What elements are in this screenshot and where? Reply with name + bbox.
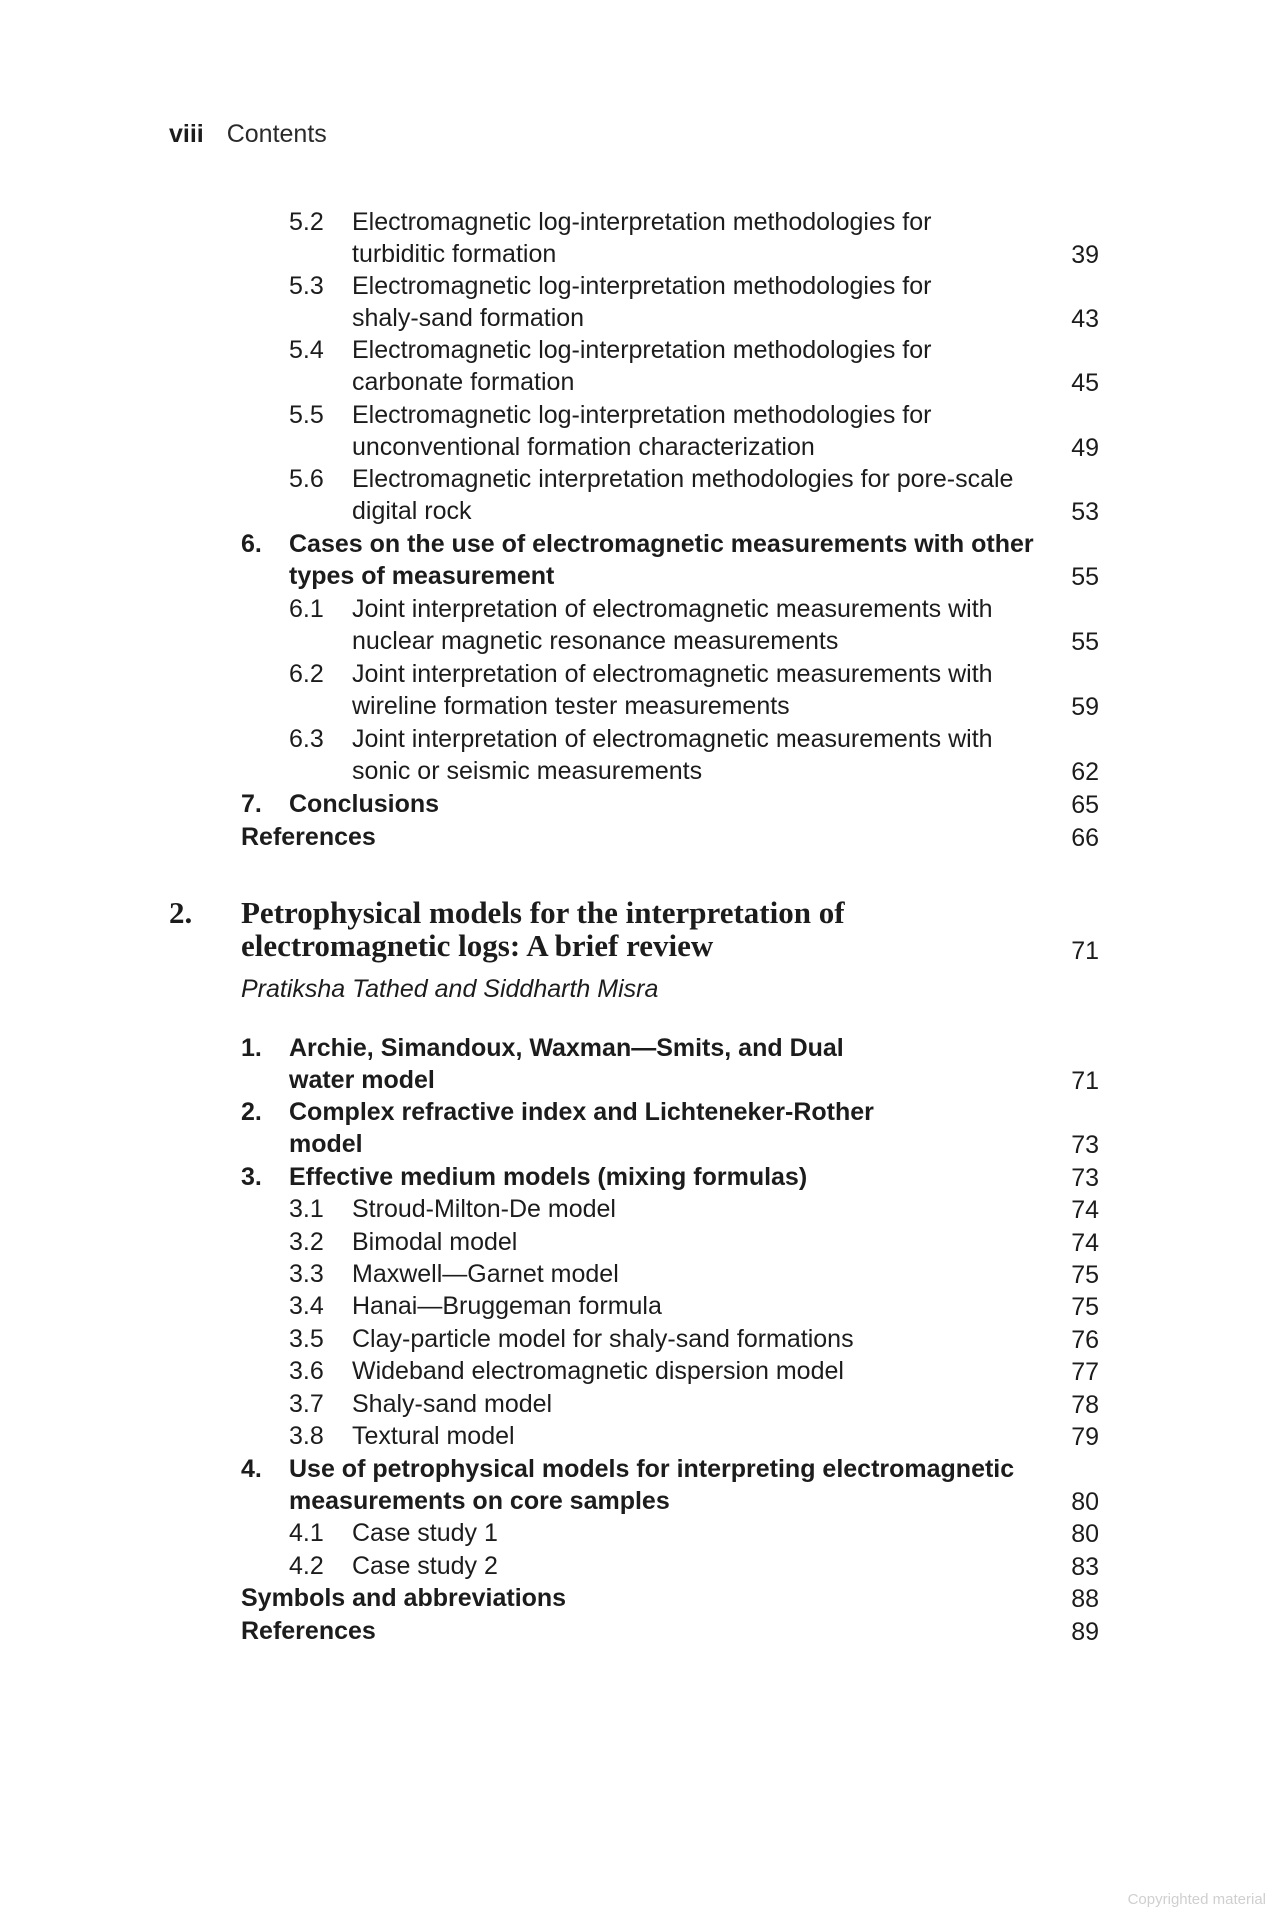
toc-page-number: 59 bbox=[1071, 692, 1099, 721]
toc-page-number: 39 bbox=[1071, 240, 1099, 269]
toc-entry-6-1[interactable] bbox=[289, 593, 1099, 658]
toc-page-number: 83 bbox=[1071, 1552, 1099, 1581]
toc-section-number: 3.4 bbox=[289, 1292, 324, 1320]
toc-section-title: Joint interpretation of electromagnetic measurements with wireline formation tester measurements bbox=[352, 660, 993, 721]
toc-entry-5-2[interactable] bbox=[289, 206, 1099, 271]
toc-page-number: 74 bbox=[1071, 1195, 1099, 1224]
toc-entry-symbols-and-abbreviations[interactable] bbox=[241, 1582, 1099, 1615]
toc-entry-3-1[interactable] bbox=[289, 1193, 1099, 1226]
toc-section-number: 7. bbox=[241, 790, 262, 818]
toc-entry-4-1[interactable] bbox=[289, 1517, 1099, 1550]
toc-entry-5-6[interactable] bbox=[289, 463, 1099, 528]
toc-entry-3[interactable] bbox=[241, 1161, 1099, 1194]
toc-section-title: Conclusions bbox=[289, 790, 440, 818]
toc-section-title: Electromagnetic log-interpretation methodologies for carbonate formation bbox=[352, 336, 932, 397]
toc-entry-3-7[interactable] bbox=[289, 1388, 1099, 1421]
toc-page-number: 88 bbox=[1071, 1584, 1099, 1613]
toc-page-number: 62 bbox=[1071, 757, 1099, 786]
toc-section-number: 5.6 bbox=[289, 465, 324, 493]
toc-section-number: 3.1 bbox=[289, 1195, 324, 1223]
toc-section-title: Effective medium models (mixing formulas) bbox=[289, 1163, 808, 1191]
toc-section-number: 6. bbox=[241, 530, 262, 558]
toc-section-number: 1. bbox=[241, 1034, 262, 1062]
toc-entry-1[interactable] bbox=[241, 1032, 1099, 1097]
toc-page-number: 80 bbox=[1071, 1487, 1099, 1516]
toc-section-title: Symbols and abbreviations bbox=[241, 1584, 567, 1612]
toc-page-number: 55 bbox=[1071, 627, 1099, 656]
toc-section-title: Electromagnetic log-interpretation methodologies for turbiditic formation bbox=[352, 208, 932, 269]
toc-page-number: 71 bbox=[1071, 1066, 1099, 1095]
toc-section-title: Complex refractive index and Lichteneker-Rother model bbox=[289, 1098, 874, 1159]
toc-entry-2[interactable] bbox=[241, 1096, 1099, 1161]
toc-section-title: Joint interpretation of electromagnetic measurements with nuclear magnetic resonance measurements bbox=[352, 595, 993, 656]
chapter-number: 2. bbox=[169, 895, 193, 930]
toc-entry-3-4[interactable] bbox=[289, 1290, 1099, 1323]
toc-entry-4-2[interactable] bbox=[289, 1550, 1099, 1583]
toc-section-title: Shaly-sand model bbox=[352, 1390, 553, 1418]
toc-entry-6[interactable] bbox=[241, 528, 1099, 593]
toc-page-number: 80 bbox=[1071, 1519, 1099, 1548]
toc-page-number: 66 bbox=[1071, 823, 1099, 852]
toc-section-number: 6.3 bbox=[289, 725, 324, 753]
chapter-title: Petrophysical models for the interpretation of electromagnetic logs: A brief review bbox=[241, 895, 845, 963]
chapter-authors: Pratiksha Tathed and Siddharth Misra bbox=[241, 975, 659, 1003]
toc-section-title: Electromagnetic interpretation methodologies for pore-scale digital rock bbox=[352, 465, 1014, 526]
toc-page-number: 74 bbox=[1071, 1228, 1099, 1257]
toc-page-number: 78 bbox=[1071, 1390, 1099, 1419]
toc-section-number: 5.3 bbox=[289, 272, 324, 300]
toc-section-number: 6.1 bbox=[289, 595, 324, 623]
toc-section-number: 3.8 bbox=[289, 1422, 324, 1450]
toc-page-number: 43 bbox=[1071, 304, 1099, 333]
toc-page-number: 45 bbox=[1071, 368, 1099, 397]
toc-section-number: 4.1 bbox=[289, 1519, 324, 1547]
toc-entry-4[interactable] bbox=[241, 1453, 1099, 1518]
toc-section-title: Archie, Simandoux, Waxman—Smits, and Dual water model bbox=[289, 1034, 844, 1095]
toc-page-number: 89 bbox=[1071, 1617, 1099, 1646]
toc-entry-6-2[interactable] bbox=[289, 658, 1099, 723]
toc-section-title: Hanai—Bruggeman formula bbox=[352, 1292, 662, 1320]
toc-entry-5-5[interactable] bbox=[289, 399, 1099, 464]
toc-section-number: 6.2 bbox=[289, 660, 324, 688]
toc-section-number: 5.5 bbox=[289, 401, 324, 429]
toc-entry-5-3[interactable] bbox=[289, 270, 1099, 335]
toc-section-number: 4. bbox=[241, 1455, 262, 1483]
toc-entry-3-5[interactable] bbox=[289, 1323, 1099, 1356]
toc-page-number: 73 bbox=[1071, 1163, 1099, 1192]
toc-page-number: 73 bbox=[1071, 1130, 1099, 1159]
toc-section-title: Wideband electromagnetic dispersion model bbox=[352, 1357, 844, 1385]
toc-section-number: 3.3 bbox=[289, 1260, 324, 1288]
toc-page-number: 77 bbox=[1071, 1357, 1099, 1386]
toc-section-number: 3.2 bbox=[289, 1228, 324, 1256]
toc-page-number: 49 bbox=[1071, 433, 1099, 462]
toc-entry-3-8[interactable] bbox=[289, 1420, 1099, 1453]
page-folio: viii bbox=[169, 120, 204, 148]
toc-section-title: Clay-particle model for shaly-sand formations bbox=[352, 1325, 854, 1353]
toc-entry-3-3[interactable] bbox=[289, 1258, 1099, 1291]
toc-section-title: Use of petrophysical models for interpreting electromagnetic measurements on core samples bbox=[289, 1455, 1015, 1516]
toc-section-title: References bbox=[241, 1617, 376, 1645]
toc-section-title: Bimodal model bbox=[352, 1228, 518, 1256]
toc-section-number: 3.6 bbox=[289, 1357, 324, 1385]
toc-section-title: Cases on the use of electromagnetic measurements with other types of measurement bbox=[289, 530, 1034, 591]
toc-section-title: Case study 1 bbox=[352, 1519, 498, 1547]
toc-entry-references[interactable] bbox=[241, 821, 1099, 854]
toc-section-title: Electromagnetic log-interpretation methodologies for shaly-sand formation bbox=[352, 272, 932, 333]
toc-page-number: 79 bbox=[1071, 1422, 1099, 1451]
toc-section-title: Joint interpretation of electromagnetic measurements with sonic or seismic measurements bbox=[352, 725, 993, 786]
toc-page-number: 75 bbox=[1071, 1292, 1099, 1321]
copyright-watermark: Copyrighted material bbox=[1127, 1891, 1266, 1908]
toc-section-number: 5.2 bbox=[289, 208, 324, 236]
toc-section-title: Electromagnetic log-interpretation methodologies for unconventional formation characterization bbox=[352, 401, 932, 462]
toc-section-title: Stroud-Milton-De model bbox=[352, 1195, 616, 1223]
toc-section-title: Case study 2 bbox=[352, 1552, 498, 1580]
toc-section-number: 2. bbox=[241, 1098, 262, 1126]
toc-page-number: 76 bbox=[1071, 1325, 1099, 1354]
toc-entry-3-2[interactable] bbox=[289, 1226, 1099, 1259]
toc-entry-3-6[interactable] bbox=[289, 1355, 1099, 1388]
toc-section-title: Textural model bbox=[352, 1422, 515, 1450]
toc-entry-references[interactable] bbox=[241, 1615, 1099, 1648]
toc-page-number: 75 bbox=[1071, 1260, 1099, 1289]
toc-page-number: 55 bbox=[1071, 562, 1099, 591]
toc-section-number: 3.7 bbox=[289, 1390, 324, 1418]
running-head bbox=[169, 118, 327, 150]
chapter-page-number: 71 bbox=[1071, 937, 1099, 965]
toc-entry-6-3[interactable] bbox=[289, 723, 1099, 788]
chapter-heading[interactable] bbox=[169, 897, 1099, 967]
toc-entry-7[interactable] bbox=[241, 788, 1099, 821]
toc-section-number: 3. bbox=[241, 1163, 262, 1191]
toc-page-number: 53 bbox=[1071, 497, 1099, 526]
toc-section-title: References bbox=[241, 823, 376, 851]
toc-section-number: 5.4 bbox=[289, 336, 324, 364]
running-head-title: Contents bbox=[226, 120, 327, 148]
toc-section-number: 3.5 bbox=[289, 1325, 324, 1353]
toc-page-number: 65 bbox=[1071, 790, 1099, 819]
toc-entry-5-4[interactable] bbox=[289, 334, 1099, 399]
toc-section-title: Maxwell—Garnet model bbox=[352, 1260, 619, 1288]
toc-section-number: 4.2 bbox=[289, 1552, 324, 1580]
